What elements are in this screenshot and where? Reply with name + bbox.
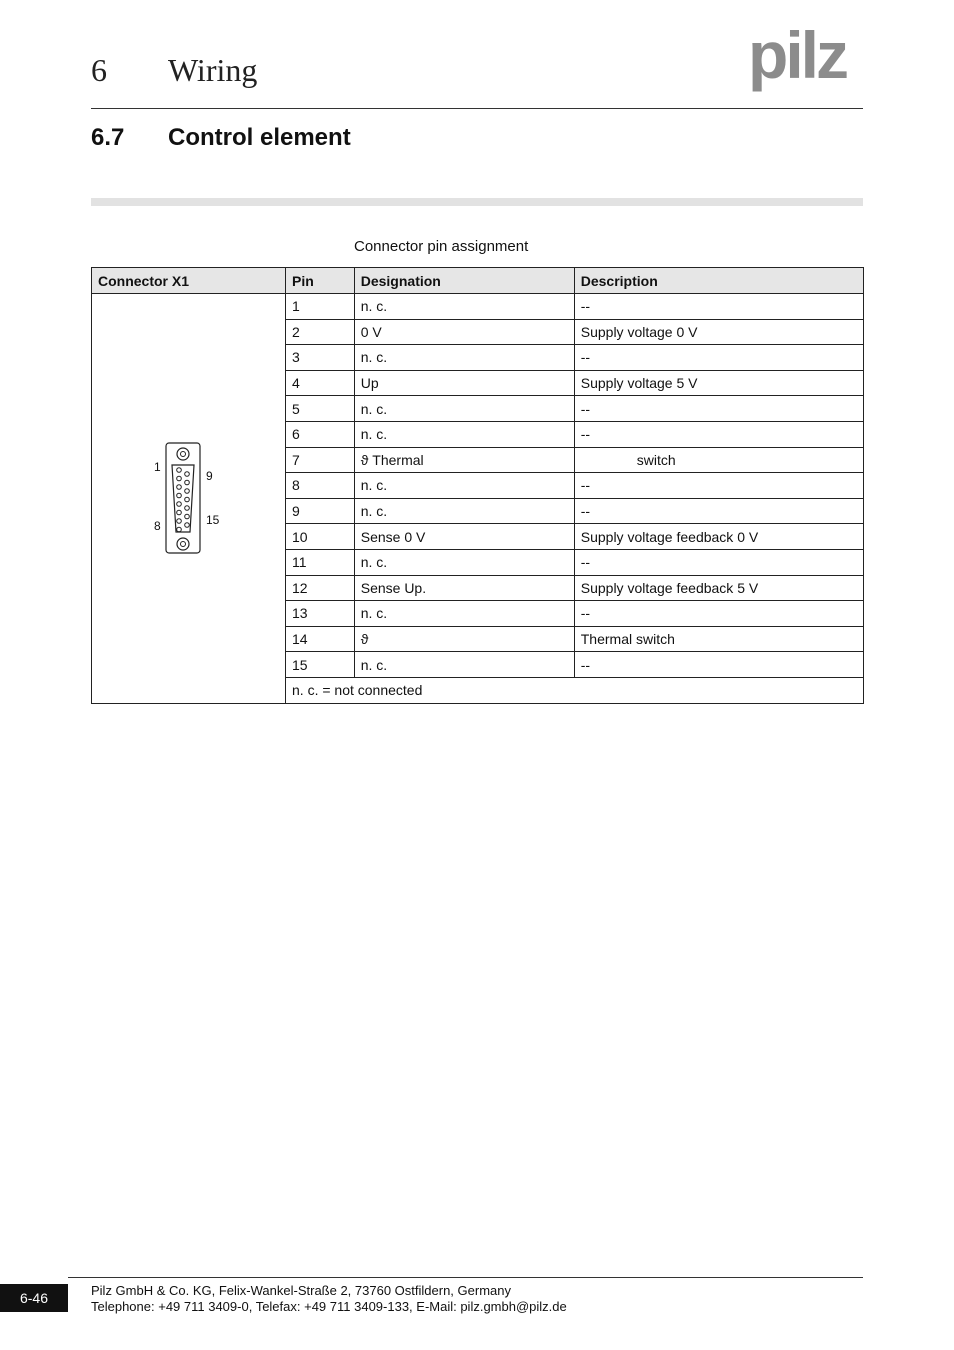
description-cell: -- bbox=[574, 421, 863, 447]
pin-hole bbox=[185, 472, 190, 477]
pin-hole bbox=[177, 468, 182, 473]
pin-hole bbox=[177, 527, 182, 532]
pin-cell: 4 bbox=[286, 370, 355, 396]
description-cell: Supply voltage 5 V bbox=[574, 370, 863, 396]
description-cell: Supply voltage feedback 0 V bbox=[574, 524, 863, 550]
description-cell: -- bbox=[574, 473, 863, 499]
pin-hole bbox=[185, 506, 190, 511]
designation-cell: n. c. bbox=[354, 652, 574, 678]
pin-hole bbox=[185, 523, 190, 528]
pin-cell: 9 bbox=[286, 498, 355, 524]
designation-cell: n. c. bbox=[354, 294, 574, 320]
pin-hole bbox=[177, 502, 182, 507]
description-cell: -- bbox=[574, 601, 863, 627]
table-footnote: n. c. = not connected bbox=[286, 677, 864, 703]
pin-cell: 10 bbox=[286, 524, 355, 550]
section-number: 6.7 bbox=[91, 124, 125, 151]
pin-8-label: 8 bbox=[154, 519, 161, 534]
pin-cell: 5 bbox=[286, 396, 355, 422]
header-description: Description bbox=[574, 268, 863, 294]
section-divider-bar bbox=[91, 198, 863, 206]
designation-cell: Sense Up. bbox=[354, 575, 574, 601]
section-title: Control element bbox=[168, 124, 351, 151]
designation-cell: n. c. bbox=[354, 601, 574, 627]
description-cell: -- bbox=[574, 549, 863, 575]
pin-1-label: 1 bbox=[154, 460, 161, 475]
header-pin: Pin bbox=[286, 268, 355, 294]
designation-cell: n. c. bbox=[354, 396, 574, 422]
designation-cell: Sense 0 V bbox=[354, 524, 574, 550]
designation-cell: n. c. bbox=[354, 345, 574, 371]
description-cell: Supply voltage 0 V bbox=[574, 319, 863, 345]
chapter-number: 6 bbox=[91, 52, 107, 88]
description-text: switch bbox=[636, 451, 676, 468]
pin-hole bbox=[185, 480, 190, 485]
connector-cell bbox=[92, 294, 286, 704]
pin-hole bbox=[185, 489, 190, 494]
description-cell: -- bbox=[574, 652, 863, 678]
pin-hole bbox=[177, 485, 182, 490]
pin-hole bbox=[185, 497, 190, 502]
designation-cell: Up bbox=[354, 370, 574, 396]
designation-cell: n. c. bbox=[354, 549, 574, 575]
footer-divider bbox=[68, 1277, 863, 1278]
pin-cell: 15 bbox=[286, 652, 355, 678]
pin-cell: 7 bbox=[286, 447, 355, 473]
footer-line-2: Telephone: +49 711 3409-0, Telefax: +49 711 3409-133, E-Mail: pilz.gmbh@pilz.de bbox=[91, 1299, 567, 1314]
pin-cell: 14 bbox=[286, 626, 355, 652]
svg-text:pilz: pilz bbox=[748, 28, 846, 92]
connector-drawing bbox=[92, 295, 285, 701]
pin-cell: 8 bbox=[286, 473, 355, 499]
designation-cell: n. c. bbox=[354, 498, 574, 524]
description-cell: -- bbox=[574, 294, 863, 320]
pin-hole bbox=[177, 476, 182, 481]
pin-9-label: 9 bbox=[206, 469, 213, 484]
pin-cell: 2 bbox=[286, 319, 355, 345]
description-cell: -- bbox=[574, 345, 863, 371]
table-caption: Connector pin assignment bbox=[354, 238, 529, 255]
page-number: 6-46 bbox=[0, 1284, 68, 1312]
pin-hole bbox=[177, 510, 182, 515]
description-cell bbox=[574, 447, 863, 473]
pin-cell: 11 bbox=[286, 549, 355, 575]
d-sub-15-connector-diagram bbox=[92, 295, 285, 701]
pin-15-label: 15 bbox=[206, 513, 220, 528]
header-connector: Connector X1 bbox=[92, 268, 286, 294]
pin-hole bbox=[177, 493, 182, 498]
chapter-title: Wiring bbox=[168, 52, 258, 88]
designation-cell: ϑ Thermal bbox=[354, 447, 574, 473]
header-designation: Designation bbox=[354, 268, 574, 294]
table-row bbox=[92, 294, 864, 320]
pin-cell: 12 bbox=[286, 575, 355, 601]
pin-assignment-table bbox=[91, 267, 864, 704]
pilz-logo bbox=[748, 28, 864, 94]
table-header-row bbox=[92, 268, 864, 294]
pin-hole bbox=[177, 519, 182, 524]
description-cell: -- bbox=[574, 498, 863, 524]
pin-cell: 6 bbox=[286, 421, 355, 447]
pin-cell: 13 bbox=[286, 601, 355, 627]
header-divider bbox=[91, 108, 863, 109]
footer-address bbox=[91, 1283, 567, 1315]
designation-cell: n. c. bbox=[354, 421, 574, 447]
designation-cell: n. c. bbox=[354, 473, 574, 499]
description-cell: Thermal switch bbox=[574, 626, 863, 652]
designation-cell: 0 V bbox=[354, 319, 574, 345]
pin-cell: 1 bbox=[286, 294, 355, 320]
pin-cell: 3 bbox=[286, 345, 355, 371]
designation-cell: ϑ bbox=[354, 626, 574, 652]
pin-hole bbox=[185, 514, 190, 519]
description-cell: -- bbox=[574, 396, 863, 422]
description-cell: Supply voltage feedback 5 V bbox=[574, 575, 863, 601]
footer-line-1: Pilz GmbH & Co. KG, Felix-Wankel-Straße 2, 73760 Ostfildern, Germany bbox=[91, 1283, 511, 1298]
